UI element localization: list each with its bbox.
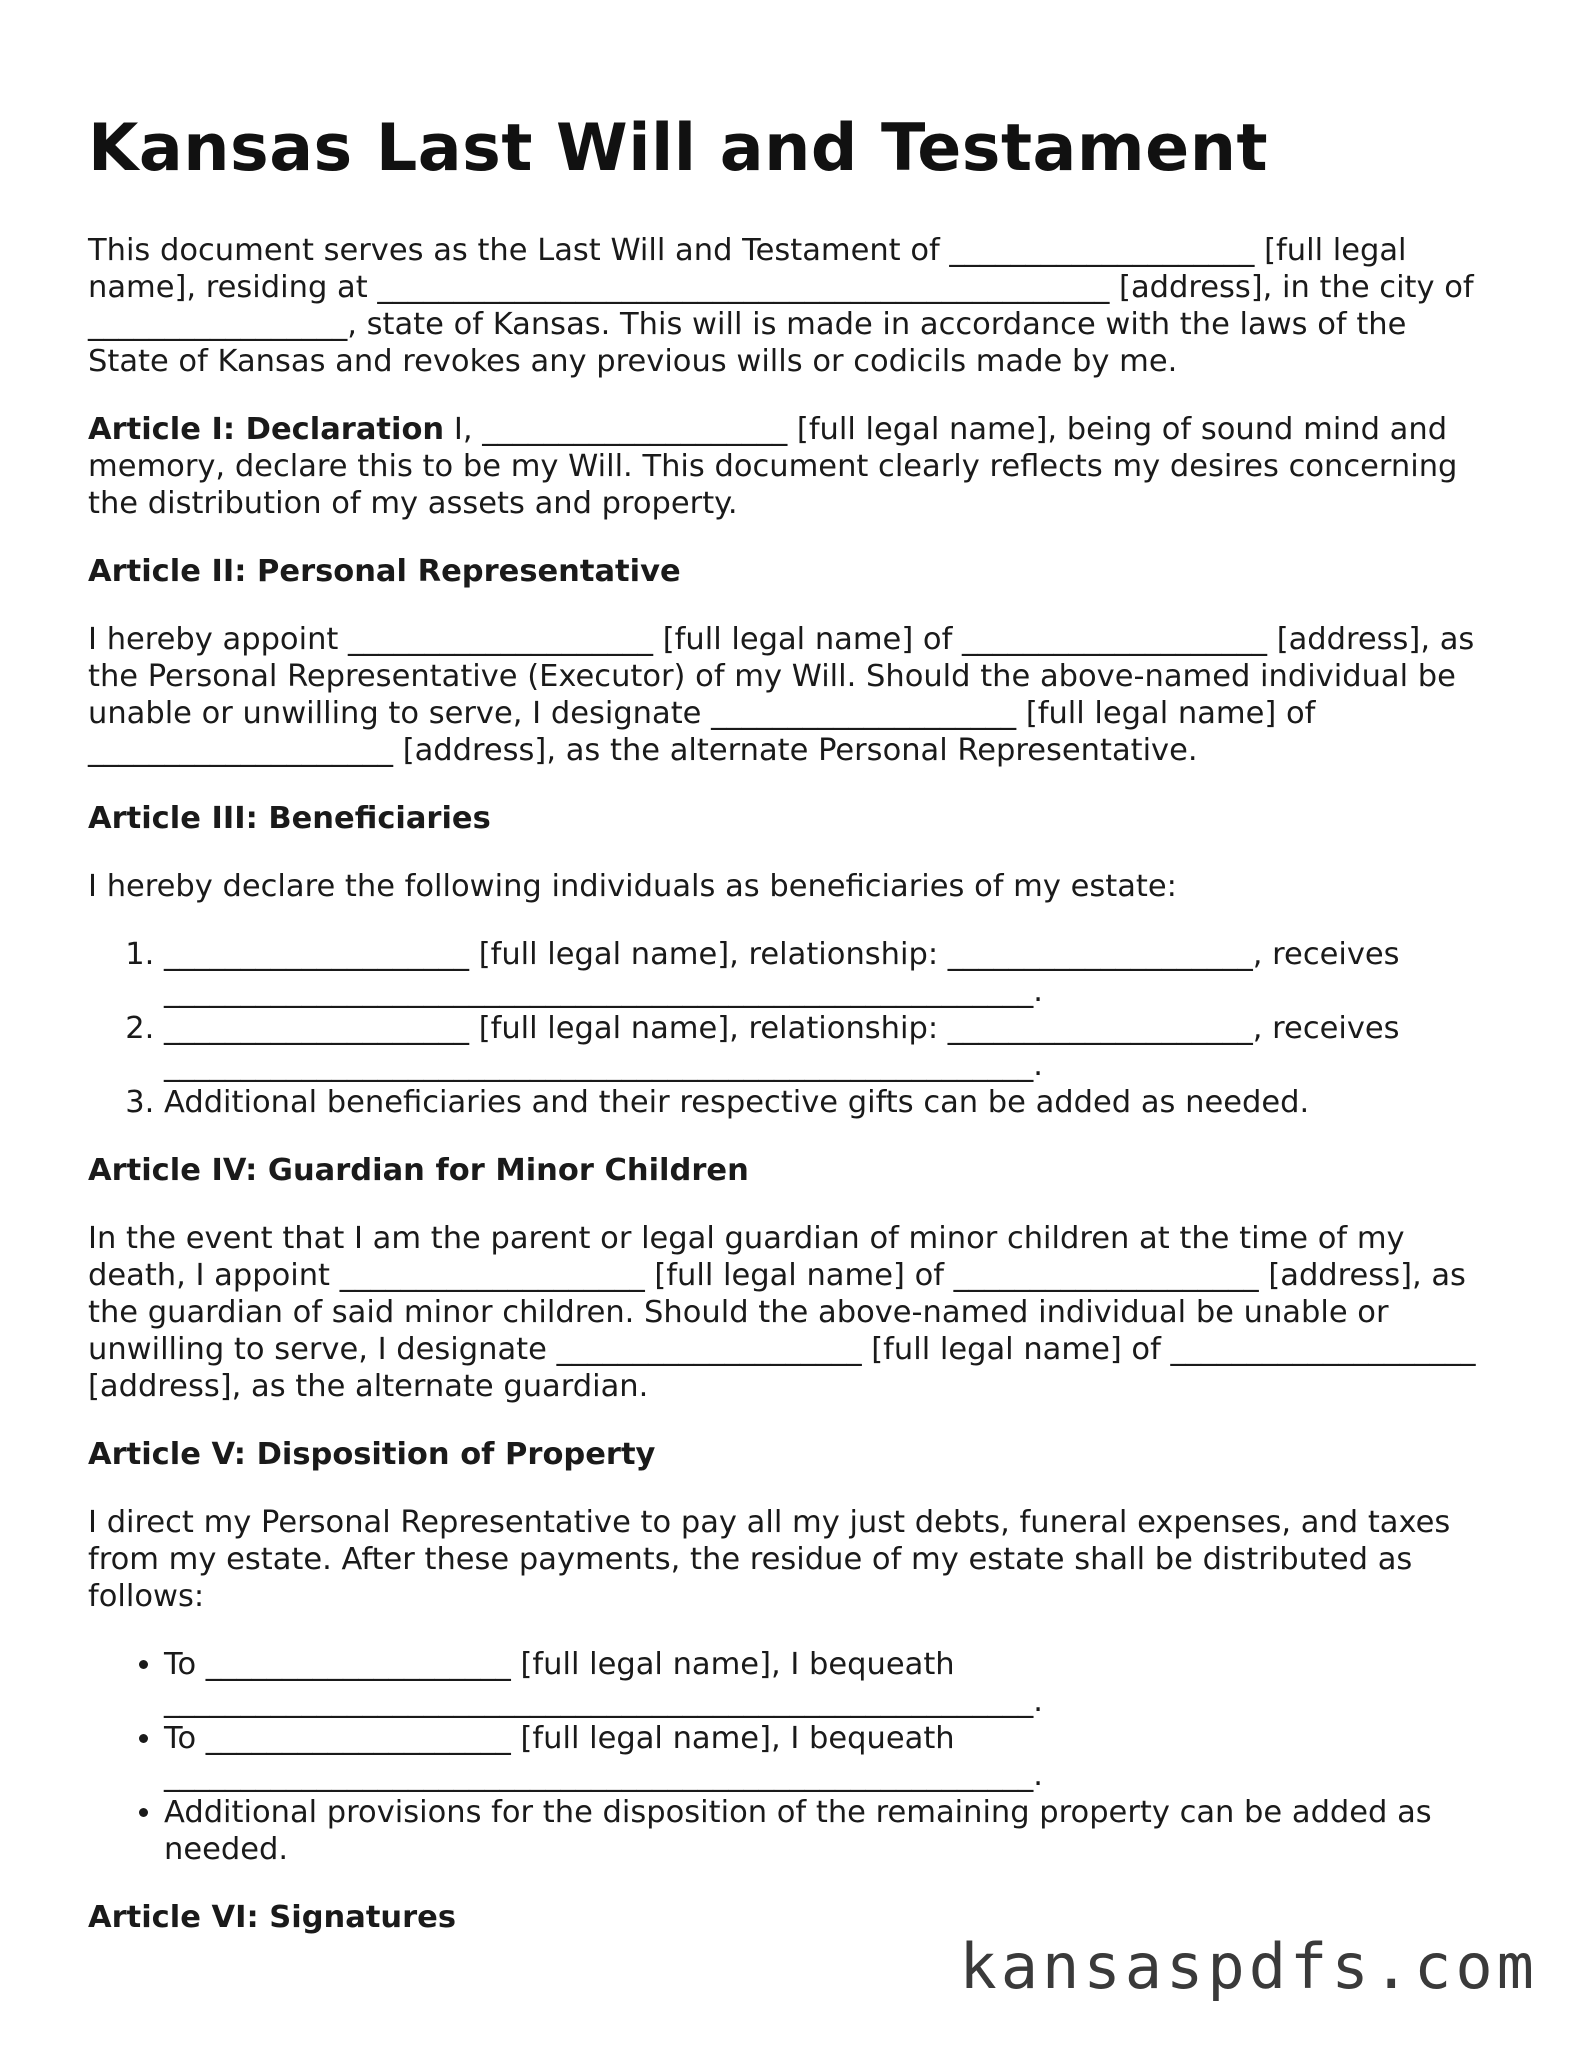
article-6-heading: Article VI: Signatures: [88, 1900, 457, 1935]
property-item: • To ____________________ [full legal name], I bequeath _________________________________________________________.: [164, 1646, 1488, 1720]
property-item: • To ____________________ [full legal name], I bequeath _________________________________________________________.: [164, 1720, 1488, 1794]
article-4-text: In the event that I am the parent or legal guardian of minor children at the time of my death, I appoint ____________________ [full legal name] of ____________________ [address], as the guardian of said minor children. Should the above-named individual be unable or unwilling to serve, I designate ____________________ [full legal name] of ____________________ [address], as the alternate guardian.: [88, 1221, 1476, 1404]
article-1-heading: Article I: Declaration: [88, 412, 445, 447]
beneficiary-item: 3. Additional beneficiaries and their respective gifts can be added as needed.: [164, 1084, 1488, 1121]
property-item: • Additional provisions for the disposition of the remaining property can be added as needed.: [164, 1794, 1488, 1868]
document-title: Kansas Last Will and Testament: [88, 111, 1269, 186]
property-list: [88, 1646, 1488, 1868]
watermark: kansaspdfs.com: [959, 1930, 1538, 2003]
beneficiary-item: 2. ____________________ [full legal name], relationship: ____________________, receives _________________________________________________________.: [164, 1010, 1488, 1084]
article-5-heading: Article V: Disposition of Property: [88, 1437, 656, 1472]
article-4-heading: Article IV: Guardian for Minor Children: [88, 1153, 749, 1188]
intro-paragraph: This document serves as the Last Will and Testament of ____________________ [full legal name], residing at ________________________________________________ [address], in the city of _________________, state of Kansas. This will is made in accordance with the laws of the State of Kansas and revokes any previous wills or codicils made by me.: [88, 233, 1474, 379]
article-3-heading: Article III: Beneficiaries: [88, 801, 491, 836]
beneficiaries-list: [88, 936, 1488, 1121]
article-2-heading: Article II: Personal Representative: [88, 554, 681, 589]
article-3-text: I hereby declare the following individuals as beneficiaries of my estate:: [88, 869, 1177, 904]
article-5-text: I direct my Personal Representative to pay all my just debts, funeral expenses, and taxes from my estate. After these payments, the residue of my estate shall be distributed as follows:: [88, 1505, 1451, 1614]
article-2-text: I hereby appoint ____________________ [full legal name] of ____________________ [address], as the Personal Representative (Executor) of my Will. Should the above-named individual be unable or unwilling to serve, I designate ____________________ [full legal name] of ____________________ [address], as the alternate Personal Representative.: [88, 622, 1475, 768]
document-body: [88, 108, 1488, 1967]
article-1-paragraph: [88, 411, 1488, 522]
article-1-text: I, ____________________ [full legal name], being of sound mind and memory, declare this to be my Will. This document clearly reflects my desires concerning the distribution of my assets and property.: [88, 412, 1458, 521]
beneficiary-item: 1. ____________________ [full legal name], relationship: ____________________, receives _________________________________________________________.: [164, 936, 1488, 1010]
